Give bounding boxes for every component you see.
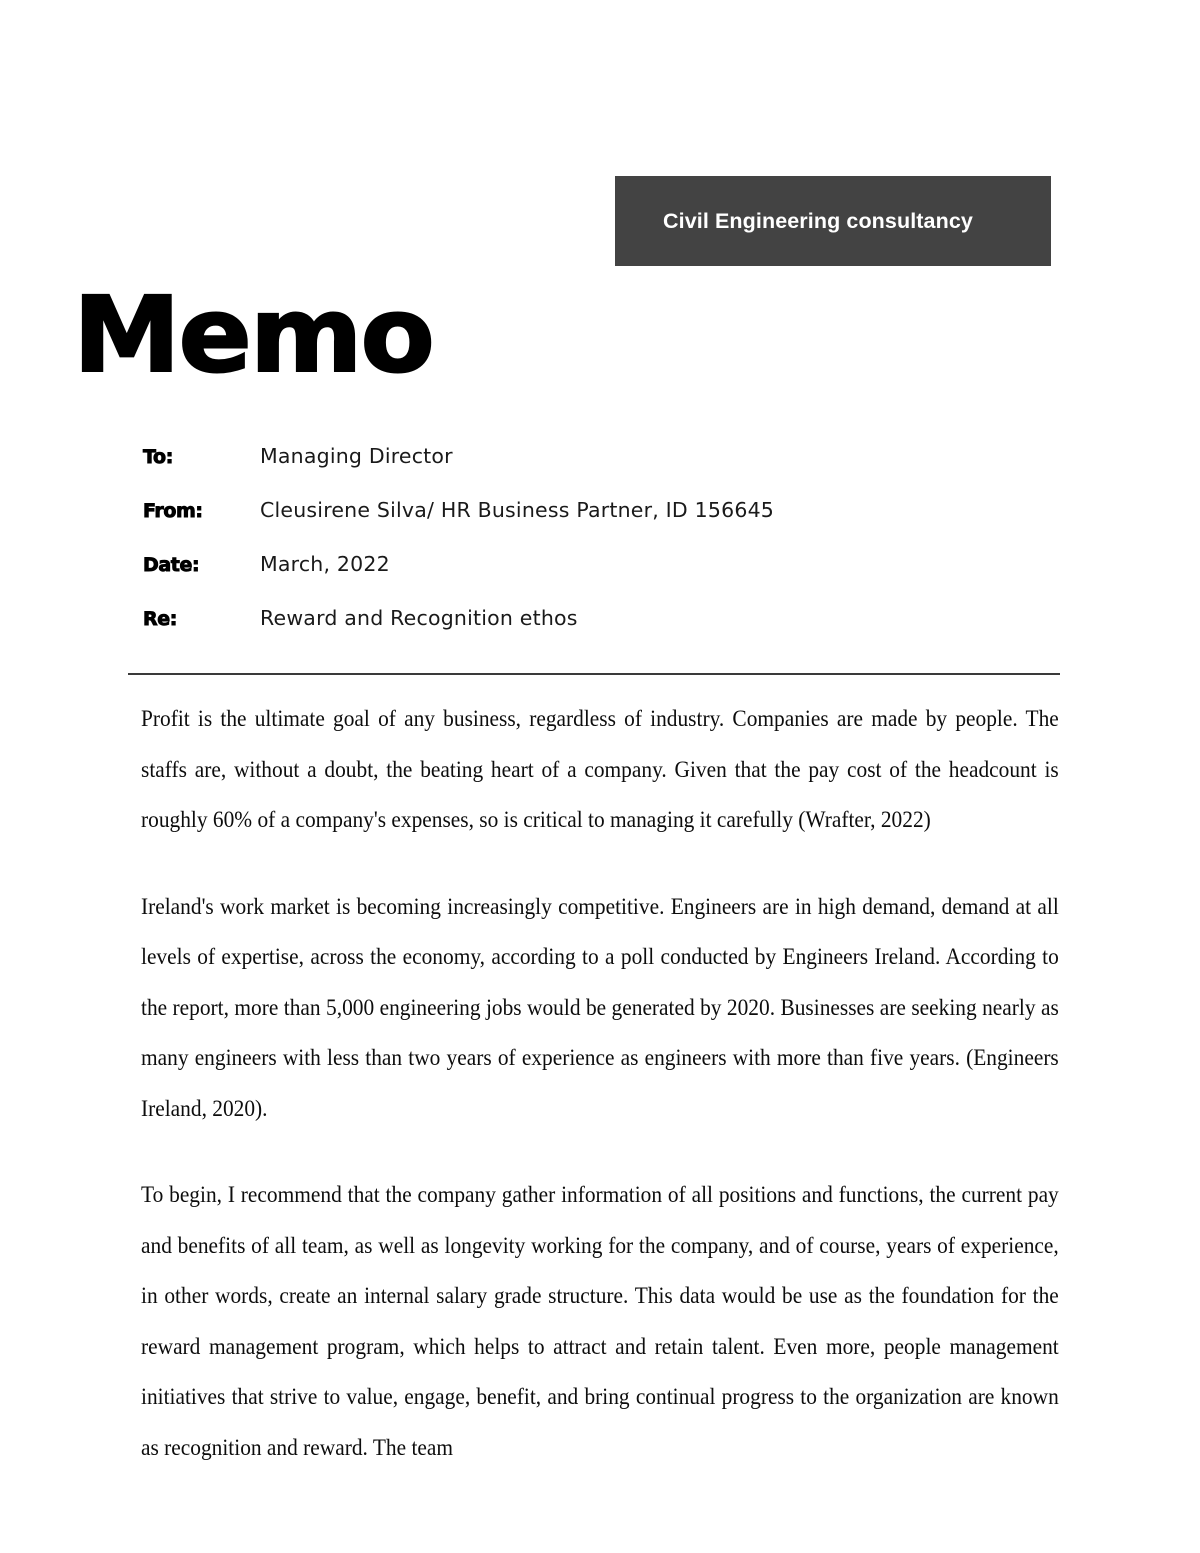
memo-meta-label-re: Re: <box>143 608 177 630</box>
memo-meta-label-from: From: <box>143 500 203 522</box>
memo-paragraph-3: To begin, I recommend that the company gather information of all positions and functions, the current pay and benefits of all team, as well as longevity working for the company, and of course, years of experience, in other words, create an internal salary grade structure. This data would be use as the foundation for the reward management program, which helps to attract and retain talent. Even more, people management initiatives that strive to value, engage, benefit, and bring continual progress to the organization are known as recognition and reward. The team <box>141 1182 1059 1460</box>
memo-meta-value-date: March, 2022 <box>260 552 390 576</box>
memo-body <box>141 694 1059 1473</box>
company-banner <box>615 176 1051 266</box>
memo-meta-row-date <box>143 552 1043 606</box>
memo-meta-row-re <box>143 606 1043 660</box>
memo-meta-row-to <box>143 444 1043 498</box>
memo-paragraph-2: Ireland's work market is becoming increasingly competitive. Engineers are in high demand, demand at all levels of expertise, across the economy, according to a poll conducted by Engineers Ireland. According to the report, more than 5,000 engineering jobs would be generated by 2020. Businesses are seeking nearly as many engineers with less than two years of experience as engineers with more than five years. (Engineers Ireland, 2020). <box>141 893 1059 1121</box>
page-title: Memo <box>73 274 433 396</box>
memo-meta-value-re: Reward and Recognition ethos <box>260 606 578 630</box>
header-divider <box>128 673 1060 675</box>
memo-meta-label-date: Date: <box>143 554 200 576</box>
memo-meta-block <box>143 444 1043 660</box>
memo-meta-row-from <box>143 498 1043 552</box>
memo-meta-value-from: Cleusirene Silva/ HR Business Partner, ID 156645 <box>260 498 775 522</box>
memo-paragraph-1: Profit is the ultimate goal of any business, regardless of industry. Companies are made by people. The staffs are, without a doubt, the beating heart of a company. Given that the pay cost of the headcount is roughly 60% of a company's expenses, so is critical to managing it carefully (Wrafter, 2022) <box>141 706 1059 832</box>
company-banner-text: Civil Engineering consultancy <box>663 208 973 233</box>
memo-meta-value-to: Managing Director <box>260 444 453 468</box>
memo-meta-label-to: To: <box>143 446 173 468</box>
